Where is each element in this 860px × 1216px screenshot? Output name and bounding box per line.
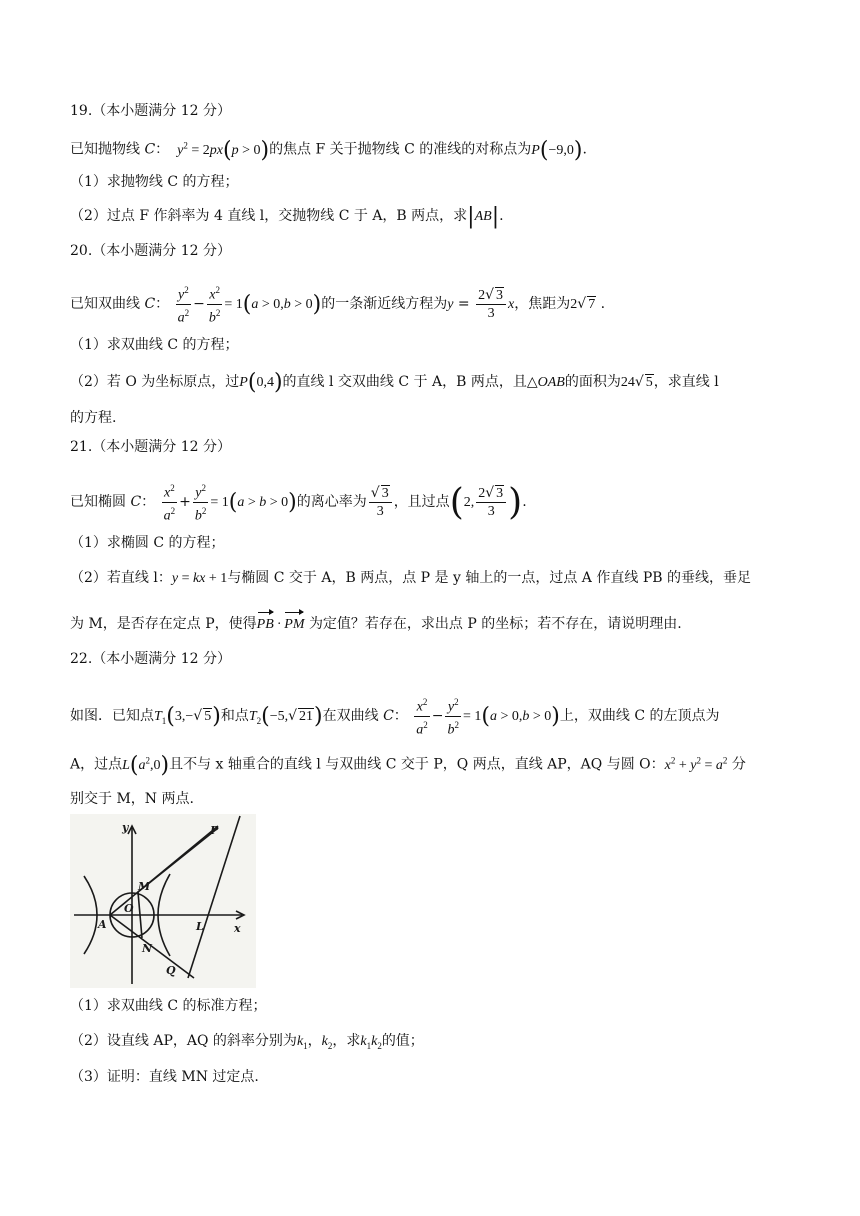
q20-part2: （2）若 O 为坐标原点，过P(0,4)的直线 l 交双曲线 C 于 A，B 两点，且△OAB的面积为24√ 5，求直线 l [70, 369, 719, 395]
q21-dot-product: PB · PM [257, 617, 305, 632]
q20-asymptote-slope: $\frac{2√ 3}{3}$ [476, 287, 506, 322]
q19-ab-abs: |AB| [467, 203, 500, 229]
q22-line3: 别交于 M，N 两点. [70, 791, 194, 807]
q22-header: 22.（本小题满分 12 分） [70, 651, 231, 667]
q22-k1k2: $k_1k_2$ [360, 1034, 382, 1051]
q22-part2: （2）设直线 AP，AQ 的斜率分别为$k_1$，$k_2$，求$k_1k_2$的值； [70, 1033, 424, 1051]
q19-part1: （1）求抛物线 C 的方程； [70, 174, 239, 190]
q22-k2: $k_2$ [321, 1034, 333, 1051]
q20-triangle: △OAB [526, 375, 565, 390]
fig-label-a: A [98, 918, 107, 931]
fig-label-m: M [138, 880, 151, 893]
q21-point: (2, $\frac{2√ 3}{3}$ ) [449, 481, 523, 523]
q19-point: P(−9,0) [531, 137, 583, 163]
q22-frac-x2-a2: $\frac{x^2}{a^2}$ [414, 694, 430, 738]
q19-stem: 已知抛物线 C： $y^2 = 2px(p > 0)$的焦点 F 关于抛物线 C 的准线的对称点为P(−9,0). [70, 137, 587, 163]
q22-point-l: $L(a^2,0)$ [122, 752, 170, 778]
q22-point-t2: $T_2(-5,√$ 21) [248, 703, 323, 729]
q21-part2: （2）若直线 l：y = kx + 1与椭圆 C 交于 A，B 两点，点 P 是 y 轴上的一点，过点 A 作直线 PB 的垂线，垂足 [70, 570, 751, 586]
q20-frac-x2-b2: $\frac{x^2}{b^2}$ [207, 282, 223, 326]
fig-label-x: x [234, 922, 241, 935]
q21-part2-cont: 为 M，是否存在定点 P，使得PB · PM 为定值？若存在，求出点 P 的坐标；若不存在，请说明理由. [70, 614, 800, 635]
q19-header: 19.（本小题满分 12 分） [70, 103, 231, 119]
fig-label-y: y [122, 821, 129, 834]
hyperbola-figure [70, 814, 256, 988]
fig-label-l: L [196, 920, 204, 933]
line-l [188, 816, 240, 978]
q22-k1: $k_1$ [296, 1034, 308, 1051]
q21-frac-x2-a2: $\frac{x^2}{a^2}$ [162, 480, 178, 524]
q20-stem: 已知双曲线 C： $\frac{y^2}{a^2}$ − $\frac{x^2}{b^2}$ = 1(a > 0,b > 0)的一条渐近线方程为y = $\frac{2√ 3}{3}$ x，焦距为2√ 7 . [70, 282, 800, 326]
q22-line2: A，过点$L(a^2,0)$且不与 x 轴重合的直线 l 与双曲线 C 交于 P，Q 两点，直线 AP，AQ 与圆 O：$x^2 + y^2 = a^2$ 分 [70, 752, 746, 778]
q22-part1: （1）求双曲线 C 的标准方程； [70, 998, 267, 1014]
fig-label-o: O [124, 902, 134, 915]
q22-part3: （3）证明：直线 MN 过定点. [70, 1069, 259, 1085]
q21-eccentricity: $\frac{√ 3}{3}$ [369, 485, 392, 520]
q21-frac-y2-b2: $\frac{y^2}{b^2}$ [193, 480, 209, 524]
q20-part1: （1）求双曲线 C 的方程； [70, 337, 239, 353]
q22-circle-eq: $x^2 + y^2 = a^2$ [664, 755, 728, 773]
q22-stem: 如图．已知点$T_1(3,-√$ 5)和点$T_2(-5,√$ 21)在双曲线 C： $\frac{x^2}{a^2}$ − $\frac{y^2}{b^2}$ = 1(a > 0,b > 0)上，双曲线 C 的左顶点为 [70, 694, 800, 738]
q20-area: 24√ 5 [620, 374, 653, 390]
q20-part2-cont: 的方程. [70, 410, 117, 426]
q22-frac-y2-b2: $\frac{y^2}{b^2}$ [445, 694, 461, 738]
fig-label-n: N [142, 942, 153, 955]
q21-header: 21.（本小题满分 12 分） [70, 439, 231, 455]
q20-point: P(0,4) [239, 369, 283, 395]
q20-header: 20.（本小题满分 12 分） [70, 243, 231, 259]
q21-line-eq: y [171, 571, 179, 586]
fig-label-q: Q [166, 964, 176, 977]
q21-part1: （1）求椭圆 C 的方程； [70, 535, 225, 551]
q21-stem: 已知椭圆 C： $\frac{x^2}{a^2}$ + $\frac{y^2}{b^2}$ = 1(a > b > 0)的离心率为 $\frac{√ 3}{3}$ ，且过点(2, $\frac{2√ 3}{3}$ ). [70, 481, 527, 524]
q22-point-t1: $T_1(3,-√$ 5) [154, 703, 221, 729]
q20-focal: 2√ 7 [570, 296, 596, 313]
q19-parabola-equation: $y^2 = 2px(p > 0)$ [177, 137, 270, 163]
q20-frac-y2-a2: $\frac{y^2}{a^2}$ [176, 282, 192, 326]
q19-part2: （2）过点 F 作斜率为 4 直线 l，交抛物线 C 于 A，B 两点，求|AB|. [70, 203, 504, 229]
hyperbola-figure-svg [70, 814, 256, 988]
fig-label-p: P [210, 824, 219, 837]
